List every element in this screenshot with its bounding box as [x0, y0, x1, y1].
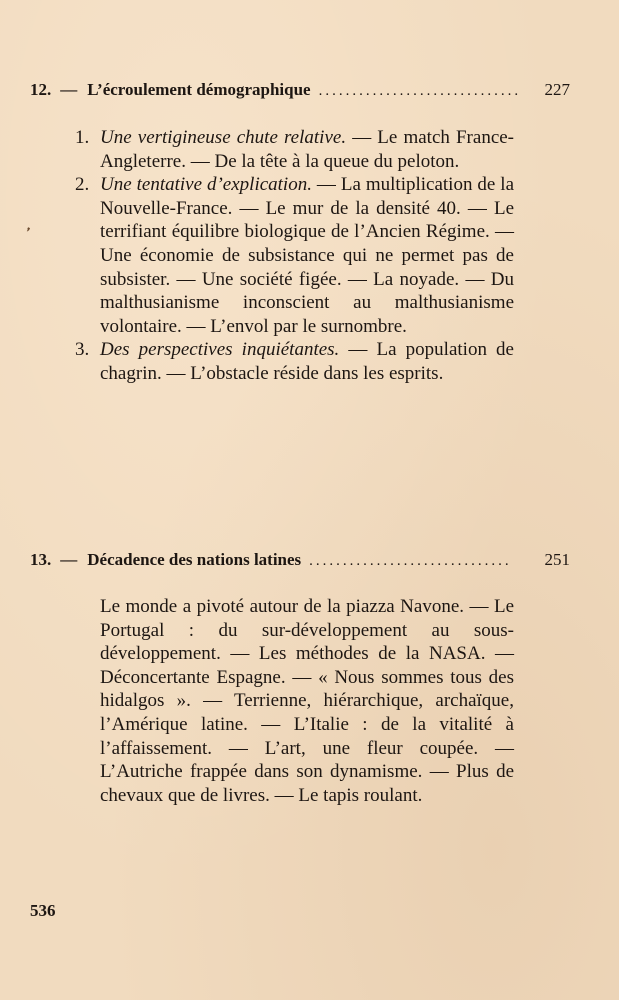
list-item [75, 338, 514, 385]
chapter-number: 13. [30, 550, 52, 569]
item-text: — La multiplication de la Nouvelle-France. — Le mur de la densité 40. — Le terrifiant équilibre biologique de l’Ancien Régime. — Une économie de subsistance qui ne permet pas de subsister. — Une société figée. — La noyade. — Du malthusianisme inconscient au malthusianisme volontaire. — L’envol par le surnombre. [100, 174, 515, 337]
item-text: — Le match France-Angleterre. — De la tête à la queue du peloton. [100, 127, 515, 172]
list-item [75, 126, 515, 173]
summary-paragraph: Le monde a pivoté autour de la piazza Navone. — Le Portugal : du sur-développement au sous-développement. — Les méthodes de la NASA. — Déconcertante Espagne. — « Nous sommes tous des hidalgos ». — Terrienne, hiérarchique, archaïque, l’Amérique latine. — L’Italie : de la vitalité à l’affaissement. — L’art, une fleur coupée. — L’Autriche frappée dans son dynamisme. — Plus de chevaux que de livres. — Le tapis roulant. [100, 596, 514, 806]
chapter-number: 12. [30, 80, 52, 99]
chapter-12-contents [75, 126, 515, 386]
item-number: 2. [75, 174, 90, 196]
chapter-page-number: 227 [544, 80, 570, 99]
chapter-title: L’écroulement démographique [87, 80, 311, 99]
item-lead: Une tentative d’explication. [100, 174, 312, 196]
chapter-heading-12 [30, 80, 570, 106]
chapter-dash: — [60, 550, 78, 569]
item-lead: Des perspectives inquiétantes. [100, 339, 340, 361]
list-item [75, 173, 515, 338]
dot-leader: .............................. [309, 553, 512, 569]
chapter-page-number: 251 [544, 550, 570, 569]
dot-leader: .............................. [318, 83, 522, 99]
item-number: 1. [75, 127, 90, 148]
page-number: 536 [30, 901, 56, 920]
item-lead: Une vertigineuse chute relative. [100, 127, 347, 148]
item-text: — La population de chagrin. — L’obstacle réside dans les esprits. [100, 339, 514, 384]
chapter-13-contents [100, 595, 514, 807]
chapter-dash: — [60, 80, 78, 99]
chapter-title: Décadence des nations latines [87, 550, 302, 569]
chapter-heading-13 [30, 550, 570, 576]
item-number: 3. [75, 339, 90, 361]
ink-speck-icon: ❜ [22, 224, 32, 240]
